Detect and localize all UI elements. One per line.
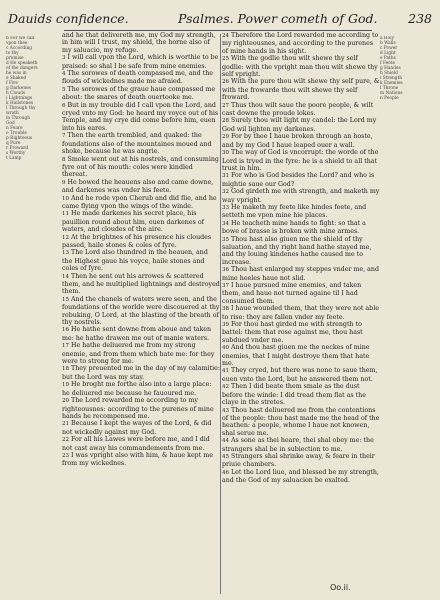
margin-note-line: q Pure — [6, 141, 21, 146]
verse-number: 34 — [222, 220, 229, 227]
margin-note-line: a Holy — [380, 36, 395, 41]
page-number: 238 — [408, 11, 432, 26]
verse — [62, 156, 220, 179]
verse-text: For thou hast girded me with strength to battel: them that rose against me, thou hast subdued vnder me. — [222, 321, 363, 344]
margin-note-line: he was in — [6, 71, 27, 76]
verse-number: 41 — [222, 368, 229, 375]
verse-number: 18 — [62, 366, 69, 373]
verse — [222, 383, 380, 406]
verse-number: 13 — [62, 250, 69, 257]
verse — [222, 305, 380, 321]
verse-number: 36 — [222, 267, 229, 274]
verse — [62, 381, 220, 397]
verse-number: 22 — [62, 437, 69, 444]
verse-number: 20 — [62, 398, 69, 405]
verse-text: And thou hast giuen me the neckes of mine enemies, that I might destroye them that hate me. — [222, 344, 370, 368]
verse-text: Then the earth trembled, and quaked: the foundations also of the mountaines moued and shoke, because he was angrie. — [62, 132, 212, 156]
verse-text: I will call vpon the Lord, which is worthie to be praised: so shal I be safe from mine enemies. — [62, 54, 219, 70]
margin-note-line: promise — [6, 56, 24, 61]
verse-number: 29 — [222, 134, 229, 141]
margin-note-line: of the dangers — [6, 66, 38, 71]
verse-number: 17 — [62, 343, 69, 350]
verse — [62, 342, 220, 365]
verse-number: 31 — [222, 173, 229, 180]
verse — [222, 220, 380, 236]
verse-text: He made darkenes his secret place, his pauillion round about him, euen darkenes of waters, and cloudes of the aire. — [62, 210, 204, 234]
verse-text: They preuented me in the day of my calamitie: but the Lord was my stay. — [62, 365, 220, 381]
margin-note-line: p Righteous — [6, 136, 33, 141]
verse-text: I was vpright also with him, & haue kept me from my wickednes. — [62, 451, 213, 468]
verse — [62, 273, 220, 296]
verse-text: The sorowes of death compassed me, and the flouds of wickednes made me afraied. — [62, 70, 214, 86]
margin-note-line: vpon thee — [6, 41, 28, 46]
verse-number: 38 — [222, 306, 229, 313]
verse — [222, 344, 380, 367]
verse-text: Then I did beate them smale as the dust before the winde: I did tread them flat as the claye in the stretes. — [222, 383, 366, 407]
verse — [222, 321, 380, 344]
verse-number: 11 — [62, 211, 69, 218]
left-margin-notes — [6, 36, 62, 596]
verse — [222, 188, 380, 204]
margin-note-line: l Throne — [380, 86, 399, 91]
verse-text: Thus thou wilt saue the poore people, & wilt cast downe the proude lokes. — [222, 101, 374, 118]
verse-text: I haue pursued mine enemies, and taken them, and haue not turned againe til I had consumed them. — [222, 282, 362, 305]
verse — [222, 453, 380, 469]
margin-note-line: m Through — [6, 116, 31, 121]
verse-text: The Lord also thundred in the heauen, and the Highest gaue his voyce, haile stones and coles of fyre. — [62, 249, 208, 273]
verse — [222, 437, 380, 453]
margin-note-line: t Lamp — [6, 156, 22, 161]
verse — [62, 102, 220, 133]
verse-text: Thou hast enlarged my steppes vnder me, and mine heeles haue not slid. — [222, 266, 379, 282]
margin-note-line: e Shaked — [6, 76, 27, 81]
verse-text: Thou hast also giuen me the shield of thy saluation, and thy right hand hathe stayed me, and thy louing kindenes hathe caused me to increase. — [222, 235, 372, 266]
verse-number: 23 — [62, 452, 69, 459]
margin-note-line: r Froward — [6, 146, 29, 151]
verse — [62, 234, 220, 250]
verse — [62, 365, 220, 381]
verse — [62, 452, 220, 468]
verse — [62, 179, 220, 195]
verse-number: 8 — [62, 156, 66, 163]
margin-note-line: l Through thy — [6, 106, 36, 111]
verse — [222, 133, 380, 149]
verse-text: He maketh my feete like hindes feete, and setteth me vpon mine hie places. — [222, 203, 367, 220]
verse-text: Therefore the Lord rewarded me according to my righteousnes, and according to the purenes of mine hands in his sight. — [222, 32, 379, 55]
verse — [222, 55, 380, 78]
verse-number: 12 — [62, 234, 69, 241]
verse-text: For all his Lawes were before me, and I did not cast away his commandements from me. — [62, 436, 210, 452]
verse — [222, 236, 380, 267]
verse-text: Because I kept the wayes of the Lord, & did not wickedly against my God. — [62, 420, 212, 436]
verse — [62, 70, 220, 86]
margin-note-line: d He speaketh — [6, 61, 38, 66]
verse-text: He broght me forthe also into a large place: he deliuered me because he fauoured me. — [62, 381, 212, 397]
verse-number: 16 — [62, 327, 69, 334]
verse-number: 10 — [62, 195, 69, 202]
verse-number: 5 — [62, 86, 66, 93]
verse — [62, 397, 220, 420]
verse-text: With the godlie thou wilt shewe thy self godlie: with the vpright man thou wilt shewe thy self vpright. — [222, 55, 378, 79]
margin-note-line: n People — [380, 96, 399, 101]
verse — [62, 210, 220, 233]
verse-text: And the chanels of waters were seen, and the foundations of the worlde were discouered at thy rebuking, O Lord, at the blasting of the breath of thy nostrels. — [62, 295, 220, 327]
verse-number: 39 — [222, 322, 229, 329]
verse-text: Surely thou wilt light my candel: the Lord my God wil lighten my darkenes. — [222, 117, 377, 133]
verse-text: With the pure thou wilt shewe thy self pure, & with the frowarde thou wilt shewe thy self froward. — [222, 78, 380, 102]
margin-note-line: h Shield — [380, 71, 398, 76]
verse — [222, 469, 380, 485]
margin-note-line: g Darkenes — [6, 86, 31, 91]
verse-text: As sone as thei heare, thei shal obey me: the strangers shal be in subiection to me. — [222, 437, 374, 453]
verse-number: 30 — [222, 150, 229, 157]
verse-text: The way of God is vncorrupt: the worde of the Lord is tryed in the fyre: he is a shield to all that trust in him. — [222, 149, 379, 172]
verse-text: He teacheth mine hands to fight: so that a bowe of brasse is broken with mine armes. — [222, 219, 366, 236]
verse-number: 37 — [222, 283, 229, 289]
verse — [222, 117, 380, 133]
verse — [62, 296, 220, 327]
verse-number: 35 — [222, 236, 229, 243]
verse-number: 15 — [62, 296, 69, 303]
verse-text: I haue wounded them, that they were not able to rise: they are fallen vnder my feete. — [222, 305, 379, 321]
verse-number: 40 — [222, 345, 229, 352]
verse — [222, 282, 380, 305]
verse — [62, 132, 220, 155]
verse — [62, 86, 220, 102]
margin-note-line: to thy — [6, 51, 19, 56]
margin-note-line: g Handes — [380, 66, 401, 71]
column-divider — [220, 34, 221, 594]
running-header — [8, 8, 432, 30]
verse-number: 44 — [222, 438, 229, 445]
verse — [62, 420, 220, 436]
verse-number: 26 — [222, 79, 229, 86]
verse-text: Strangers shal shrinke away, & feare in their priuie chambers. — [222, 452, 375, 469]
text-column-left — [62, 32, 220, 598]
margin-note-line: k Hailstones — [6, 101, 34, 106]
margin-note-line: i Lightnings — [6, 96, 33, 101]
margin-note-line: o Trouble — [6, 131, 27, 136]
verse-number: 42 — [222, 384, 229, 391]
verse — [222, 172, 380, 188]
header-left-title: Dauids confidence. — [8, 11, 129, 26]
catchword: Oo.ii. — [330, 583, 351, 592]
margin-note-line: s Worthy — [6, 151, 26, 156]
verse-number: 6 — [62, 102, 66, 109]
margin-note-line: d Light — [380, 51, 396, 56]
margin-note-line: h Clouds — [6, 91, 26, 96]
verse-number: 9 — [62, 179, 66, 186]
verse-text: He hathe deliuered me from my strong enemie, and from them which hate me: for they were to strong for me. — [62, 342, 215, 366]
verse — [62, 54, 220, 70]
text-column-right — [222, 32, 380, 598]
verse — [222, 102, 380, 118]
verse — [62, 249, 220, 272]
verse — [62, 195, 220, 211]
verse-text: He bowed the heauens also and came downe, and darkenes was vnder his feete. — [62, 178, 214, 195]
verse — [62, 32, 220, 54]
margin-note-line: wrath — [6, 111, 19, 116]
verse-number: 4 — [62, 71, 66, 78]
verse-text: Thou hast deliuered me from the contentions of the people: thou hast made me the head of the heathen: a people, whome I haue not knowen, shal serue me. — [222, 406, 380, 437]
verse-number: 33 — [222, 204, 229, 211]
verse — [222, 367, 380, 383]
verse-number: 14 — [62, 273, 69, 280]
verse-number: 46 — [222, 469, 229, 476]
right-margin-notes — [380, 36, 436, 596]
verse-text: For who is God besides the Lord? and who is mightie saue our God? — [222, 172, 375, 188]
margin-note-line: e Paths — [380, 56, 396, 61]
margin-note-line: b For we call — [6, 36, 35, 41]
verse-text: God girdeth me with strength, and maketh my way vpright. — [222, 188, 380, 204]
verse-text: Smoke went out at his nostrels, and consuming fyre out of his mouth: coles were kindled thereat. — [62, 155, 219, 179]
margin-note-line: m Nations — [380, 91, 403, 96]
header-center-title: Psalmes. Power cometh of God. — [178, 11, 378, 26]
verse-number: 19 — [62, 382, 69, 389]
margin-note-line: c Power — [380, 46, 398, 51]
margin-note-line: f Feete — [380, 61, 396, 66]
margin-note-line: f Fire — [6, 81, 18, 86]
verse-text: They cryed, but there was none to saue them, euen vnto the Lord, but he answered them not. — [222, 367, 378, 383]
verse-text: The Lord rewarded me according to my righteousnes: according to the purenes of mine hands he recompensed me. — [62, 397, 214, 420]
verse-number: 27 — [222, 102, 229, 109]
verse — [222, 149, 380, 172]
verse — [222, 78, 380, 101]
margin-note-line: k Enemies — [380, 81, 403, 86]
verse-text: But in my trouble did I call vpon the Lord, and cryed vnto my God: he heard my voyce out of his Temple, and my crye did come before him, euen into his eares. — [62, 101, 219, 132]
verse — [62, 436, 220, 452]
verse — [222, 204, 380, 220]
verse-number: 24 — [222, 33, 229, 39]
verse-text: He hathe sent downe from aboue and taken me: he hathe drawen me out of manie waters. — [62, 326, 212, 342]
verse-number: 25 — [222, 56, 229, 63]
header-rule — [64, 30, 372, 31]
verse-text: Let the Lord liue, and blessed be my strength, and the God of my saluacion be exalted. — [222, 468, 379, 485]
verse-number: 28 — [222, 118, 229, 125]
margin-note-line: n Feare — [6, 126, 23, 131]
verse-number: 7 — [62, 133, 66, 140]
verse-text: and he that delivereth me, my God my strength, in him will I trust, my shield, the horne also of my saluacio, my refuge. — [62, 32, 216, 54]
verse-text: For by thee I haue broken through an hoste, and by my God I haue leaped ouer a wall. — [222, 133, 373, 149]
verse-number: 45 — [222, 453, 229, 460]
verse — [222, 266, 380, 282]
margin-note-line: b Walls — [380, 41, 396, 46]
verse — [222, 407, 380, 438]
verse-number: 3 — [62, 55, 66, 62]
verse-number: 43 — [222, 407, 229, 414]
verse-text: Then he sent out his arrowes & scattered them, and he multiplied lightnings and destroyed them. — [62, 272, 220, 296]
verse-number: 21 — [62, 421, 69, 428]
verse-text: And he rode vpon Cherub and did flie, and he came flying vpon the wings of the winde. — [62, 194, 217, 210]
verse-text: At the brightnes of his presence his cloudes passed, haile stones & coles of fyre. — [62, 233, 212, 249]
verse-text: The sorowes of the graue haue compassed me about: the snares of death ouertooke me. — [62, 85, 216, 102]
verse-number: 32 — [222, 189, 229, 196]
verse — [62, 326, 220, 342]
margin-note-line: God — [6, 121, 15, 126]
verse — [222, 32, 380, 55]
margin-note-line: i Strength — [380, 76, 403, 81]
margin-note-line: c According — [6, 46, 32, 51]
